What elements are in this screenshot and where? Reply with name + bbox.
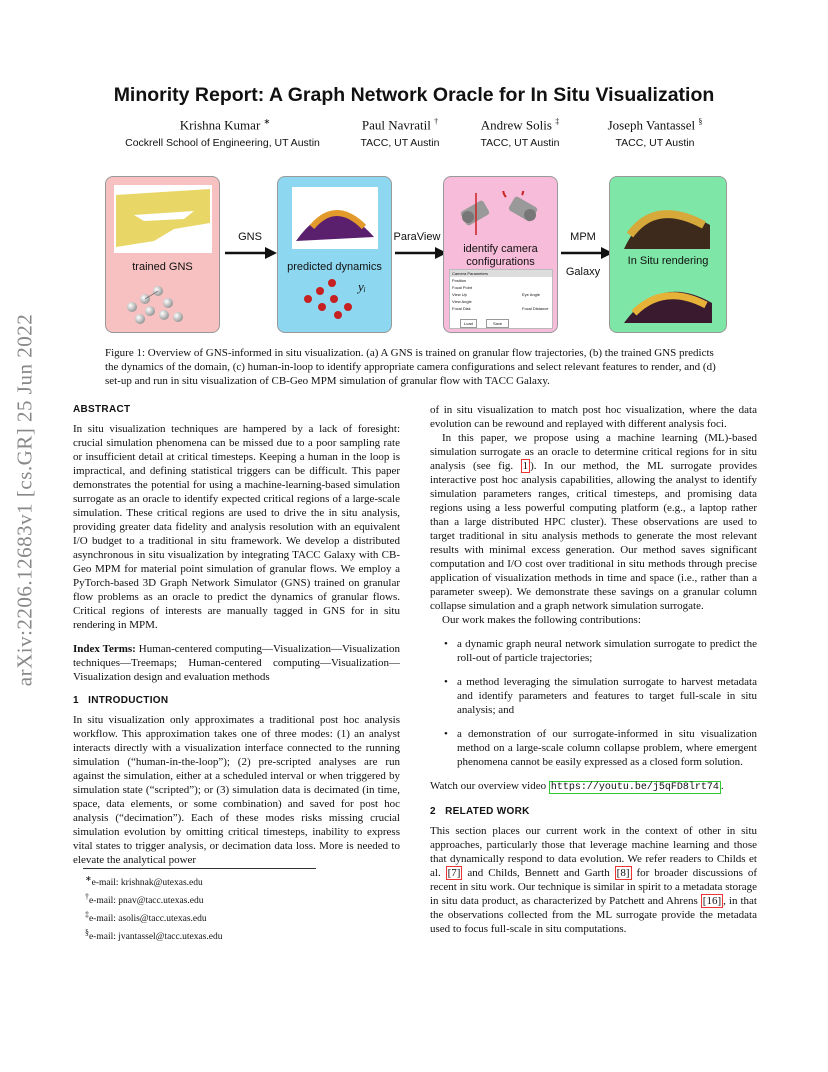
footnote-mark: † <box>85 892 89 902</box>
arrow-right-icon <box>223 246 278 260</box>
author-mark: § <box>698 117 703 126</box>
abstract-text: In situ visualization techniques are hampered by a lack of foresight: crucial simulation phenomena can be missed due to a poor sampling rate or insufficient detail at critical timesteps. Keeping a human in the loop is impractical, and defining statistical triggers can be difficult. This paper demonstrates the potential for using a machine-learning-based simulation surrogate as an oracle to identify expected critical regions of a large-scale simulation. These critical regions are used to drive the in situ analysis, providing greater data fidelity and analysis resolution with an equivalent I/O budget to a traditional in situ framework. We develop a distributed asynchronous in situ visualization by integrating TACC Galaxy with CB-Geo MPM for material point simulation of granular flows. We employ a PyTorch-based 3D Graph Network Simulator (GNS) trained on granular flow problems as an oracle to predict the dynamics of granular flows. Critical regions of interests are manually tagged in GNS for in situ rendering in MPM. <box>73 423 400 631</box>
author-2 <box>340 117 460 133</box>
footnote-mark: ∗ <box>85 874 92 883</box>
index-terms-label: Index Terms: <box>73 643 136 655</box>
panel-predicted-dynamics <box>277 176 392 333</box>
form-row: Focal Disk <box>452 306 471 311</box>
footnote <box>85 908 405 926</box>
section-title: INTRODUCTION <box>88 695 169 706</box>
author-4 <box>580 117 730 133</box>
footnote <box>85 926 405 944</box>
paragraph <box>430 431 757 613</box>
arrow-right-icon <box>393 246 448 260</box>
right-column <box>430 403 757 936</box>
form-extra: Focal Distance <box>522 306 549 311</box>
section-title: RELATED WORK <box>445 806 530 817</box>
index-terms-text: Human-centered computing—Visualization—Visualization techniques—Treemaps; Human-centered computing—Visualization—Visualization design and evaluation methods <box>73 643 400 683</box>
paper-title: Minority Report: A Graph Network Oracle for In Situ Visualization <box>113 84 715 106</box>
footnote-text: e-mail: jvantassel@tacc.utexas.edu <box>88 932 223 943</box>
footnote <box>85 890 405 908</box>
author-affil: TACC, UT Austin <box>615 137 695 149</box>
author-name: Joseph Vantassel <box>607 117 696 133</box>
camera-parameters-form <box>449 269 553 329</box>
form-button[interactable]: Save <box>486 319 509 328</box>
left-column <box>73 403 400 867</box>
form-extra: Eye Angle <box>522 292 541 297</box>
panel-label: trained GNS <box>132 261 193 273</box>
footnote-text: e-mail: krishnak@utexas.edu <box>91 878 203 889</box>
form-title: Camera Parameters <box>450 270 552 277</box>
footnote-text: e-mail: pnav@tacc.utexas.edu <box>88 896 204 907</box>
footnote-text: e-mail: asolis@tacc.utexas.edu <box>88 914 207 925</box>
text-run: and Childs, Bennett and Garth <box>462 867 615 879</box>
contribution-bullet: • a dynamic graph neural network simulation surrogate to predict the roll-out of particle trajectories; <box>430 637 757 665</box>
panel-label: In Situ rendering <box>627 255 709 267</box>
panel-insitu-rendering <box>609 176 727 333</box>
form-button[interactable]: Load <box>460 319 477 328</box>
contribution-bullet: • a demonstration of our surrogate-informed in situ visualization method on a large-scale column collapse problem, where emergent phenomena cannot be easily expressed as a closed form solution. <box>430 727 757 769</box>
footnote-mark: § <box>85 928 89 938</box>
arrow-label: GNS <box>238 231 262 243</box>
footnotes <box>85 872 405 945</box>
arrow-label: ParaView <box>393 231 441 243</box>
citation-link[interactable]: [7] <box>447 867 461 879</box>
citation-link[interactable]: [8] <box>616 867 630 879</box>
text-run: This section places our current work in the context of other in situ approaches, particularly those that leverage machine learning and those that dynamically respond to data evolution. We refer readers to Childs et al. <box>430 825 757 879</box>
video-line <box>430 779 757 795</box>
author-name: Paul Navratil <box>361 117 431 133</box>
section-number: 1 <box>73 695 79 706</box>
abstract-heading: ABSTRACT <box>73 404 131 415</box>
panel-trained-gns <box>105 176 220 333</box>
prediction-image <box>292 187 378 249</box>
arxiv-stamp <box>8 290 42 710</box>
form-row: Focal Point <box>452 285 473 290</box>
author-mark: † <box>434 117 439 126</box>
panel-label: identify camera configurations <box>463 243 538 268</box>
paragraph: of in situ visualization to match post hoc visualization, where the data evolution can be rewound and replayed with different analysis foci. <box>430 404 757 430</box>
rendering-image <box>620 185 716 253</box>
intro-text: In situ visualization only approximates a traditional post hoc analysis workflow. This approximation takes one of three modes: (1) an analyst interacts directly with a visualization interface connected to the running simulation (“human-in-the-loop”); (2) pre-scripted analyses are run against the simulation, either at a scheduled interval or when triggered by simulation state (“scripted”); or (3) simulation data is decimated (in time, space, data elements, or some combination) and saved for post hoc analysis (“decimation”). Each of these modes risks missing crucial simulation evolution by omitting critical timesteps, inability to express vital states to trigger analysis, or decimation data loss. More is needed to elevate the analytical power <box>73 714 400 866</box>
intro-heading <box>73 694 400 708</box>
form-row: Position <box>452 278 467 283</box>
form-row: View Angle <box>452 299 472 304</box>
author-name: Andrew Solis <box>480 117 552 133</box>
author-mark: ‡ <box>555 117 560 126</box>
arrow-label: Galaxy <box>565 266 601 278</box>
author-affil: TACC, UT Austin <box>480 137 560 149</box>
related-text <box>430 824 757 936</box>
arrow-right-icon <box>559 246 614 260</box>
form-row: View Up <box>452 292 467 297</box>
footnote <box>85 872 405 890</box>
section-number: 2 <box>430 806 436 817</box>
footnote-rule <box>83 868 316 869</box>
panel-label: predicted dynamics <box>287 261 382 273</box>
text-run: for broader discussions of recent in situ work. Our technique is similar in spirit to a metadata storage in situ data product, as characterized by Patchett and Ahrens <box>430 867 757 907</box>
symbol-y: yᵢ <box>358 279 366 294</box>
index-terms <box>73 642 400 684</box>
citation-link[interactable]: [16] <box>702 895 722 907</box>
footnote-mark: ‡ <box>85 910 89 920</box>
text-run: , in that the observations collected from the ML surrogate provide the metadata used to focus full-scale in situ computations. <box>430 895 757 935</box>
text-run: Watch our overview video <box>430 780 549 792</box>
video-link[interactable]: https://youtu.be/j5qFD8lrt74 <box>550 782 719 793</box>
figure-ref-link[interactable]: 1 <box>522 460 529 472</box>
author-affil: Cockrell School of Engineering, UT Austin <box>125 137 320 149</box>
contribution-bullet: • a method leveraging the simulation surrogate to harvest metadata and identify parameters and features to target full-scale in situ analysis; and <box>430 675 757 717</box>
paragraph: Our work makes the following contributions: <box>442 614 641 626</box>
rendering-image <box>620 273 716 327</box>
author-name: Krishna Kumar <box>179 117 261 133</box>
text-run: In this paper, we propose using a machine learning (ML)-based simulation surrogate as an oracle to determine critical regions for in situ analysis (see fig. <box>430 432 757 472</box>
panel-camera-config <box>443 176 558 333</box>
author-affil: TACC, UT Austin <box>360 137 440 149</box>
text-run: . <box>720 780 724 792</box>
text-run: ). In our method, the ML surrogate provides interactive post hoc analysis capabilities, allowing the analyst to identify simulation parameters ranges, critical timesteps, and promising data regions using a less powerful computing platform (e.g., a laptop rather than a large distributed HPC cluster). These observations are used to target traditional in situ analysis methods to generate the most relevant results with minimal excess generation. Our method saves significant computation and I/O cost over traditional in situ methods through precise application of visualization methods in time and space (i.e., rather than a parameter sweep). We demonstrate these savings on a granular column collapse simulation and a graph network simulation surrogate. <box>430 460 757 612</box>
related-heading <box>430 805 757 819</box>
particles-icon <box>120 277 210 327</box>
author-mark: ∗ <box>263 117 271 126</box>
author-3 <box>460 117 580 133</box>
figure-caption: Figure 1: Overview of GNS-informed in situ visualization. (a) A GNS is trained on granular flow trajectories, (b) the trained GNS predicts the dynamics of the domain, (c) human-in-loop to identify appropriate camera configurations and select relevant features to render, and (d) set-up and run in situ visualization of CB-Geo MPM simulation of granular flow with TACC Galaxy. <box>105 347 716 387</box>
arrow-label: MPM <box>570 231 596 243</box>
arxiv-id: arXiv:2206.12683v1 [cs.GR] 25 Jun 2022 <box>12 313 37 687</box>
granular-image <box>114 185 212 253</box>
figure-1 <box>105 176 727 336</box>
camera-icon <box>456 191 546 239</box>
author-1 <box>150 117 300 133</box>
